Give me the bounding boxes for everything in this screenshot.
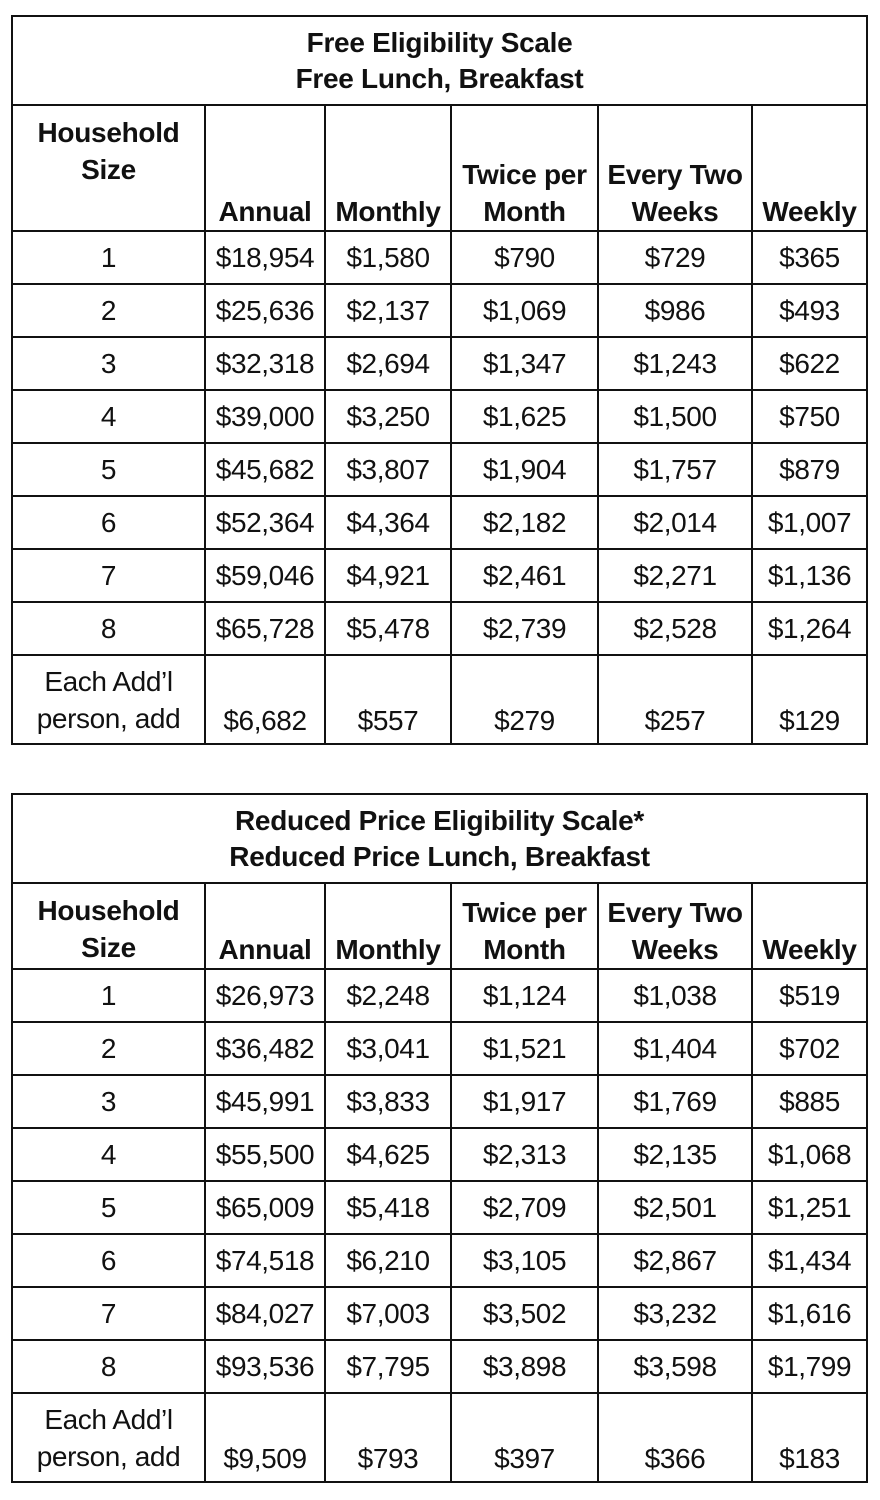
header-every-two-weeks-text: Every Two	[607, 897, 743, 928]
header-household-size-text: Household	[37, 895, 180, 926]
weekly-cell: $879	[752, 443, 867, 496]
every-two-weeks-cell: $2,867	[598, 1234, 752, 1287]
household-size-cell: 2	[12, 284, 205, 337]
household-size-cell: 5	[12, 1181, 205, 1234]
header-household-size-text: Size	[81, 932, 136, 963]
household-size-cell: 3	[12, 337, 205, 390]
weekly-cell: $702	[752, 1022, 867, 1075]
household-size-cell: 7	[12, 549, 205, 602]
header-monthly	[325, 105, 451, 231]
header-weekly-text: Weekly	[762, 196, 857, 227]
header-monthly-text: Monthly	[335, 196, 441, 227]
header-household-size-text: Size	[81, 154, 136, 185]
annual-cell: $39,000	[205, 390, 325, 443]
every-two-weeks-cell: $1,243	[598, 337, 752, 390]
header-weekly	[752, 883, 867, 969]
header-twice-per-month	[451, 883, 598, 969]
monthly-cell: $2,248	[325, 969, 451, 1022]
annual-cell: $45,682	[205, 443, 325, 496]
annual-cell: $59,046	[205, 549, 325, 602]
every-two-weeks-cell: $2,014	[598, 496, 752, 549]
additional-annual-cell: $6,682	[205, 655, 325, 744]
annual-cell: $65,009	[205, 1181, 325, 1234]
header-every-two-weeks-text: Weeks	[631, 934, 719, 965]
annual-cell: $84,027	[205, 1287, 325, 1340]
weekly-cell: $493	[752, 284, 867, 337]
weekly-cell: $885	[752, 1075, 867, 1128]
additional-person-label	[12, 655, 205, 744]
additional-weekly-cell: $183	[752, 1393, 867, 1482]
table-row	[12, 549, 867, 602]
weekly-cell: $1,264	[752, 602, 867, 655]
annual-cell: $55,500	[205, 1128, 325, 1181]
header-twice-per-month-text: Month	[483, 196, 566, 227]
table-row	[12, 337, 867, 390]
monthly-cell: $3,833	[325, 1075, 451, 1128]
twice-per-month-cell: $3,105	[451, 1234, 598, 1287]
twice-per-month-cell: $3,502	[451, 1287, 598, 1340]
every-two-weeks-cell: $1,757	[598, 443, 752, 496]
header-every-two-weeks-text: Weeks	[631, 196, 719, 227]
header-annual	[205, 883, 325, 969]
weekly-cell: $1,251	[752, 1181, 867, 1234]
household-size-cell: 4	[12, 1128, 205, 1181]
additional-monthly-cell: $793	[325, 1393, 451, 1482]
twice-per-month-cell: $3,898	[451, 1340, 598, 1393]
table-body	[12, 231, 867, 744]
annual-cell: $65,728	[205, 602, 325, 655]
twice-per-month-cell: $790	[451, 231, 598, 284]
weekly-cell: $1,007	[752, 496, 867, 549]
every-two-weeks-cell: $3,232	[598, 1287, 752, 1340]
every-two-weeks-cell: $2,528	[598, 602, 752, 655]
monthly-cell: $3,807	[325, 443, 451, 496]
household-size-cell: 7	[12, 1287, 205, 1340]
monthly-cell: $5,418	[325, 1181, 451, 1234]
header-monthly-text: Monthly	[335, 934, 441, 965]
header-household-size-text: Household	[37, 117, 180, 148]
household-size-cell: 1	[12, 231, 205, 284]
household-size-cell: 5	[12, 443, 205, 496]
twice-per-month-cell: $1,069	[451, 284, 598, 337]
table-row	[12, 1075, 867, 1128]
household-size-cell: 3	[12, 1075, 205, 1128]
every-two-weeks-cell: $986	[598, 284, 752, 337]
header-twice-per-month-text: Month	[483, 934, 566, 965]
every-two-weeks-cell: $1,038	[598, 969, 752, 1022]
table-row	[12, 1340, 867, 1393]
additional-annual-cell: $9,509	[205, 1393, 325, 1482]
household-size-cell: 1	[12, 969, 205, 1022]
table-row	[12, 284, 867, 337]
free-eligibility-table	[11, 15, 868, 745]
annual-cell: $74,518	[205, 1234, 325, 1287]
table-title-line-2: Reduced Price Lunch, Breakfast	[229, 840, 650, 872]
household-size-cell: 6	[12, 1234, 205, 1287]
table-row	[12, 602, 867, 655]
annual-cell: $32,318	[205, 337, 325, 390]
every-two-weeks-cell: $729	[598, 231, 752, 284]
monthly-cell: $4,921	[325, 549, 451, 602]
additional-person-label-line-2: person, add	[36, 703, 181, 734]
monthly-cell: $5,478	[325, 602, 451, 655]
additional-weekly-cell: $129	[752, 655, 867, 744]
table-row	[12, 1128, 867, 1181]
monthly-cell: $4,625	[325, 1128, 451, 1181]
monthly-cell: $2,137	[325, 284, 451, 337]
every-two-weeks-cell: $2,271	[598, 549, 752, 602]
additional-every-two-weeks-cell: $366	[598, 1393, 752, 1482]
every-two-weeks-cell: $2,135	[598, 1128, 752, 1181]
table-row	[12, 969, 867, 1022]
additional-twice-per-month-cell: $279	[451, 655, 598, 744]
weekly-cell: $1,434	[752, 1234, 867, 1287]
header-household-size	[12, 105, 205, 231]
annual-cell: $45,991	[205, 1075, 325, 1128]
table-row	[12, 231, 867, 284]
twice-per-month-cell: $2,182	[451, 496, 598, 549]
additional-person-label	[12, 1393, 205, 1482]
twice-per-month-cell: $2,739	[451, 602, 598, 655]
reduced-price-eligibility-table	[11, 793, 868, 1483]
title-row	[12, 16, 867, 105]
monthly-cell: $4,364	[325, 496, 451, 549]
twice-per-month-cell: $1,625	[451, 390, 598, 443]
table-title	[12, 16, 867, 105]
household-size-cell: 8	[12, 1340, 205, 1393]
household-size-cell: 8	[12, 602, 205, 655]
additional-person-label-line-1: Each Add’l	[44, 666, 173, 697]
header-twice-per-month-text: Twice per	[462, 897, 587, 928]
twice-per-month-cell: $1,124	[451, 969, 598, 1022]
column-header-row	[12, 105, 867, 231]
table-title	[12, 794, 867, 883]
table-title-line-1: Free Eligibility Scale	[306, 26, 573, 58]
twice-per-month-cell: $1,904	[451, 443, 598, 496]
table-row	[12, 1022, 867, 1075]
every-two-weeks-cell: $1,500	[598, 390, 752, 443]
weekly-cell: $622	[752, 337, 867, 390]
weekly-cell: $519	[752, 969, 867, 1022]
weekly-cell: $1,616	[752, 1287, 867, 1340]
monthly-cell: $6,210	[325, 1234, 451, 1287]
every-two-weeks-cell: $1,404	[598, 1022, 752, 1075]
weekly-cell: $365	[752, 231, 867, 284]
additional-monthly-cell: $557	[325, 655, 451, 744]
header-annual-text: Annual	[218, 196, 312, 227]
annual-cell: $93,536	[205, 1340, 325, 1393]
title-row	[12, 794, 867, 883]
every-two-weeks-cell: $3,598	[598, 1340, 752, 1393]
annual-cell: $25,636	[205, 284, 325, 337]
table-row	[12, 496, 867, 549]
table-title-line-1: Reduced Price Eligibility Scale*	[235, 804, 645, 836]
every-two-weeks-cell: $2,501	[598, 1181, 752, 1234]
twice-per-month-cell: $2,313	[451, 1128, 598, 1181]
weekly-cell: $1,136	[752, 549, 867, 602]
monthly-cell: $7,795	[325, 1340, 451, 1393]
header-annual-text: Annual	[218, 934, 312, 965]
header-monthly	[325, 883, 451, 969]
header-every-two-weeks-text: Every Two	[607, 159, 743, 190]
additional-twice-per-month-cell: $397	[451, 1393, 598, 1482]
household-size-cell: 4	[12, 390, 205, 443]
additional-person-label-line-2: person, add	[36, 1441, 181, 1472]
annual-cell: $18,954	[205, 231, 325, 284]
household-size-cell: 6	[12, 496, 205, 549]
weekly-cell: $1,068	[752, 1128, 867, 1181]
additional-every-two-weeks-cell: $257	[598, 655, 752, 744]
column-header-row	[12, 883, 867, 969]
monthly-cell: $3,041	[325, 1022, 451, 1075]
header-weekly-text: Weekly	[762, 934, 857, 965]
monthly-cell: $7,003	[325, 1287, 451, 1340]
weekly-cell: $750	[752, 390, 867, 443]
twice-per-month-cell: $2,461	[451, 549, 598, 602]
annual-cell: $26,973	[205, 969, 325, 1022]
additional-person-row	[12, 655, 867, 744]
additional-person-row	[12, 1393, 867, 1482]
twice-per-month-cell: $1,347	[451, 337, 598, 390]
table-row	[12, 1181, 867, 1234]
header-twice-per-month-text: Twice per	[462, 159, 587, 190]
every-two-weeks-cell: $1,769	[598, 1075, 752, 1128]
monthly-cell: $1,580	[325, 231, 451, 284]
header-twice-per-month	[451, 105, 598, 231]
annual-cell: $36,482	[205, 1022, 325, 1075]
annual-cell: $52,364	[205, 496, 325, 549]
monthly-cell: $2,694	[325, 337, 451, 390]
monthly-cell: $3,250	[325, 390, 451, 443]
table-row	[12, 443, 867, 496]
twice-per-month-cell: $2,709	[451, 1181, 598, 1234]
table-row	[12, 390, 867, 443]
table-title-line-2: Free Lunch, Breakfast	[295, 62, 584, 94]
header-household-size	[12, 883, 205, 969]
header-annual	[205, 105, 325, 231]
header-every-two-weeks	[598, 883, 752, 969]
header-weekly	[752, 105, 867, 231]
table-body	[12, 969, 867, 1482]
twice-per-month-cell: $1,917	[451, 1075, 598, 1128]
header-every-two-weeks	[598, 105, 752, 231]
table-row	[12, 1287, 867, 1340]
additional-person-label-line-1: Each Add’l	[44, 1404, 173, 1435]
table-row	[12, 1234, 867, 1287]
weekly-cell: $1,799	[752, 1340, 867, 1393]
twice-per-month-cell: $1,521	[451, 1022, 598, 1075]
household-size-cell: 2	[12, 1022, 205, 1075]
